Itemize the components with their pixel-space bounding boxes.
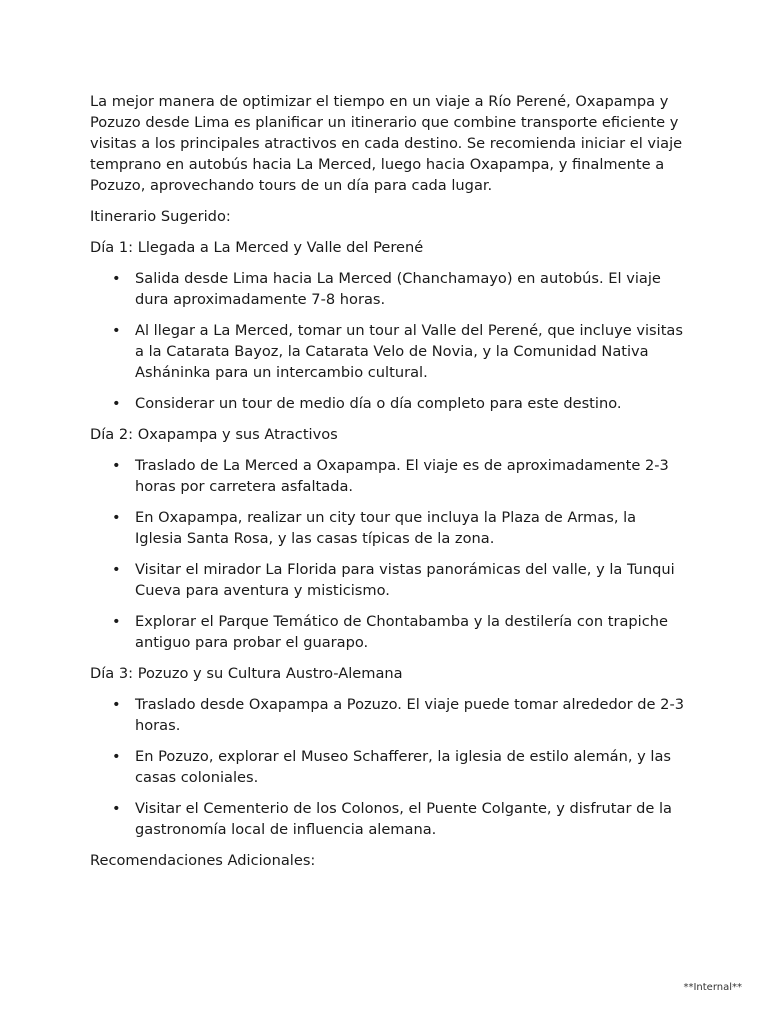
list-item: • Traslado desde Oxapampa a Pozuzo. El viaje puede tomar alrededor de 2-3 horas.: [135, 694, 685, 736]
document-body: [90, 91, 685, 881]
day-1-heading: Día 1: Llegada a La Merced y Valle del Perené: [90, 239, 424, 256]
list-item: • Visitar el Cementerio de los Colonos, el Puente Colgante, y disfrutar de la gastronomía local de influencia alemana.: [135, 798, 685, 840]
itinerary-heading: Itinerario Sugerido:: [90, 208, 231, 225]
day-3-list: [90, 694, 685, 840]
list-item: • Al llegar a La Merced, tomar un tour al Valle del Perené, que incluye visitas a la Catarata Bayoz, la Catarata Velo de Novia, y la Comunidad Nativa Asháninka para un intercambio cultural.: [135, 320, 685, 383]
list-item: • Traslado de La Merced a Oxapampa. El viaje es de aproximadamente 2-3 horas por carretera asfaltada.: [135, 455, 685, 497]
day-3-heading: Día 3: Pozuzo y su Cultura Austro-Alemana: [90, 665, 403, 682]
list-item: • Salida desde Lima hacia La Merced (Chanchamayo) en autobús. El viaje dura aproximadamente 7-8 horas.: [135, 268, 685, 310]
list-item: • En Oxapampa, realizar un city tour que incluya la Plaza de Armas, la Iglesia Santa Rosa, y las casas típicas de la zona.: [135, 507, 685, 549]
list-item: • Visitar el mirador La Florida para vistas panorámicas del valle, y la Tunqui Cueva para aventura y misticismo.: [135, 559, 685, 601]
recommendations-heading: Recomendaciones Adicionales:: [90, 852, 316, 869]
list-item: • Considerar un tour de medio día o día completo para este destino.: [135, 393, 685, 414]
day-1-list: [90, 268, 685, 414]
list-item: • Explorar el Parque Temático de Chontabamba y la destilería con trapiche antiguo para probar el guarapo.: [135, 611, 685, 653]
day-2-list: [90, 455, 685, 653]
intro-paragraph: La mejor manera de optimizar el tiempo en un viaje a Río Perené, Oxapampa y Pozuzo desde Lima es planificar un itinerario que combine transporte eficiente y visitas a los principales atractivos en cada destino. Se recomienda iniciar el viaje temprano en autobús hacia La Merced, luego hacia Oxapampa, y finalmente a Pozuzo, aprovechando tours de un día para cada lugar.: [90, 93, 683, 194]
day-2-heading: Día 2: Oxapampa y sus Atractivos: [90, 426, 338, 443]
list-item: • En Pozuzo, explorar el Museo Schafferer, la iglesia de estilo alemán, y las casas coloniales.: [135, 746, 685, 788]
classification-label: **Internal**: [683, 982, 742, 993]
